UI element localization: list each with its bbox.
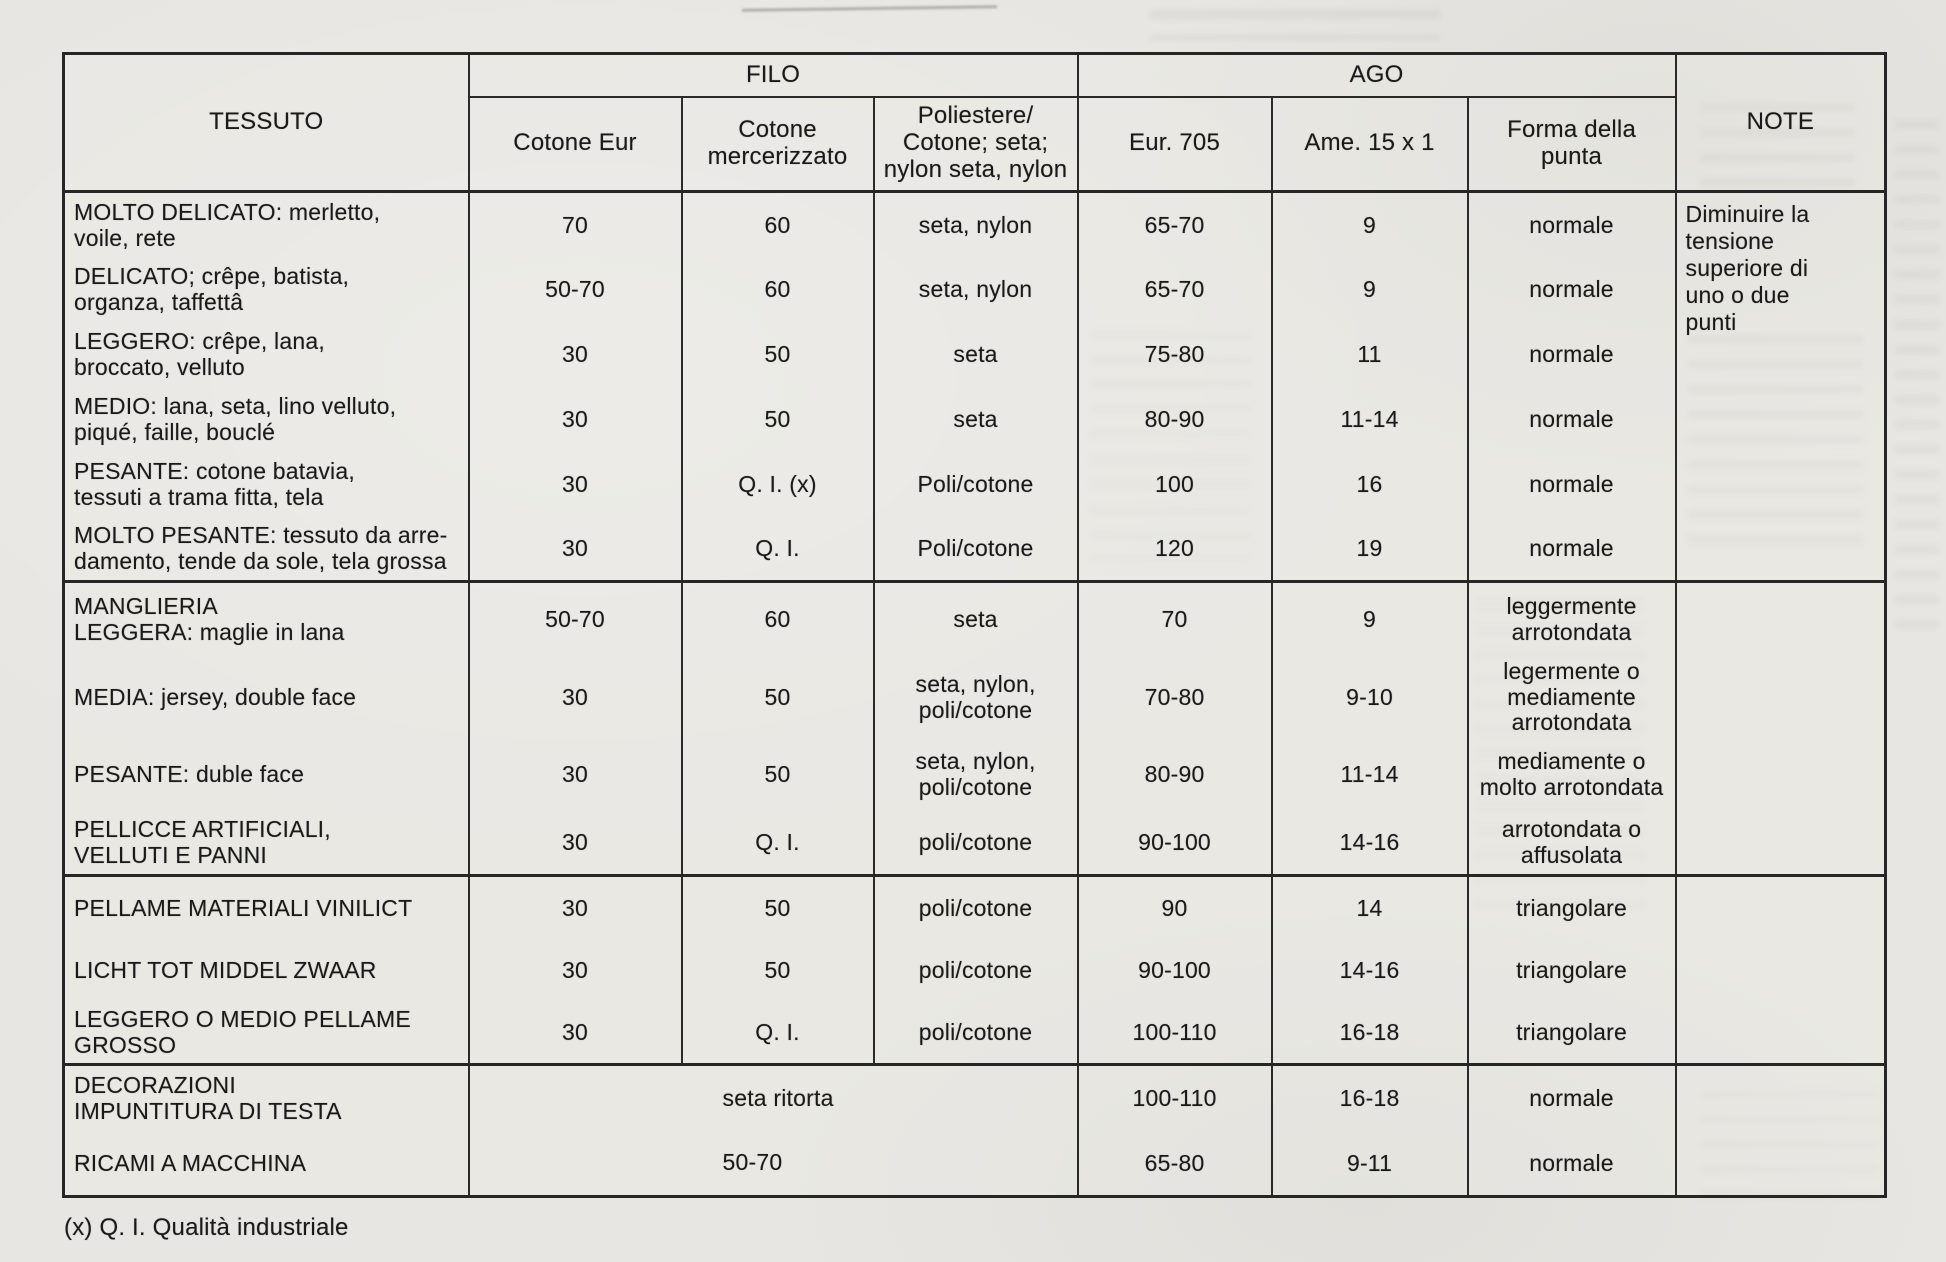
table-section-4	[64, 1065, 1886, 1197]
forma-punta-value: normale	[1468, 1065, 1676, 1131]
header-ago-group: AGO	[1078, 54, 1676, 97]
cotone-eur-value: 30	[469, 876, 682, 939]
forma-punta-value: normale	[1468, 387, 1676, 452]
eur-705-value: 65-80	[1078, 1131, 1272, 1197]
eur-705-value: 120	[1078, 517, 1272, 582]
poliestere-value: Poli/cotone	[874, 452, 1078, 517]
eur-705-value: 70-80	[1078, 656, 1272, 738]
cotone-mercerizzato-value: Q. I. (x)	[682, 452, 874, 517]
forma-punta-value: triangolare	[1468, 876, 1676, 939]
forma-punta-value: normale	[1468, 322, 1676, 387]
table-row	[64, 1002, 1886, 1065]
table-row	[64, 1065, 1886, 1131]
poliestere-value: poli/cotone	[874, 939, 1078, 1002]
note-cell: Diminuire la tensione superiore di uno o due punti	[1676, 192, 1886, 582]
poliestere-value: seta	[874, 582, 1078, 656]
fabric-label: LEGGERO: crêpe, lana, broccato, velluto	[64, 322, 469, 387]
cotone-eur-value: 30	[469, 517, 682, 582]
table-section-2	[64, 582, 1886, 876]
cotone-mercerizzato-value: 50	[682, 939, 874, 1002]
eur-705-value: 80-90	[1078, 738, 1272, 810]
eur-705-value: 65-70	[1078, 257, 1272, 322]
table-section-3	[64, 876, 1886, 1065]
fabric-label: DECORAZIONI IMPUNTITURA DI TESTA	[64, 1065, 469, 1131]
ame-15x1-value: 16-18	[1272, 1002, 1468, 1065]
cotone-eur-value: 30	[469, 1002, 682, 1065]
table-row	[64, 939, 1886, 1002]
table-row	[64, 257, 1886, 322]
table-row	[64, 387, 1886, 452]
cotone-mercerizzato-value: 50	[682, 387, 874, 452]
table-row	[64, 876, 1886, 939]
eur-705-value: 100	[1078, 452, 1272, 517]
scan-artifact	[1895, 120, 1939, 640]
cotone-mercerizzato-value: Q. I.	[682, 810, 874, 876]
header-poliestere: Poliestere/ Cotone; seta; nylon seta, nylon	[874, 97, 1078, 192]
fabric-label: LICHT TOT MIDDEL ZWAAR	[64, 939, 469, 1002]
forma-punta-value: arrotondata o affusolata	[1468, 810, 1676, 876]
fabric-label: PESANTE: duble face	[64, 738, 469, 810]
eur-705-value: 100-110	[1078, 1065, 1272, 1131]
fabric-label: PELLICCE ARTIFICIALI, VELLUTI E PANNI	[64, 810, 469, 876]
table-row	[64, 738, 1886, 810]
filo-merged-value: seta ritorta	[469, 1065, 1078, 1131]
cotone-mercerizzato-value: 60	[682, 582, 874, 656]
footnote: (x) Q. I. Qualità industriale	[64, 1214, 349, 1241]
fabric-label: MOLTO PESANTE: tessuto da arre- damento, tende da sole, tela grossa	[64, 517, 469, 582]
cotone-eur-value: 70	[469, 192, 682, 257]
fabric-label: PESANTE: cotone batavia, tessuti a trama fitta, tela	[64, 452, 469, 517]
cotone-eur-value: 30	[469, 939, 682, 1002]
cotone-eur-value: 30	[469, 656, 682, 738]
table-row	[64, 517, 1886, 582]
note-cell	[1676, 1065, 1886, 1197]
cotone-mercerizzato-value: 50	[682, 656, 874, 738]
cotone-eur-value: 50-70	[469, 582, 682, 656]
ame-15x1-value: 14-16	[1272, 810, 1468, 876]
table-row	[64, 656, 1886, 738]
cotone-eur-value: 30	[469, 452, 682, 517]
ame-15x1-value: 11	[1272, 322, 1468, 387]
eur-705-value: 80-90	[1078, 387, 1272, 452]
forma-punta-value: normale	[1468, 257, 1676, 322]
poliestere-value: poli/cotone	[874, 1002, 1078, 1065]
ame-15x1-value: 16-18	[1272, 1065, 1468, 1131]
fabric-label: MOLTO DELICATO: merletto, voile, rete	[64, 192, 469, 257]
header-note: NOTE	[1676, 54, 1886, 192]
header-filo-group: FILO	[469, 54, 1078, 97]
eur-705-value: 65-70	[1078, 192, 1272, 257]
fabric-label: PELLAME MATERIALI VINILICT	[64, 876, 469, 939]
fabric-label: MEDIO: lana, seta, lino velluto, piqué, faille, bouclé	[64, 387, 469, 452]
table-row	[64, 452, 1886, 517]
eur-705-value: 90-100	[1078, 810, 1272, 876]
poliestere-value: seta, nylon, poli/cotone	[874, 738, 1078, 810]
fabric-label: MEDIA: jersey, double face	[64, 656, 469, 738]
fabric-label: DELICATO; crêpe, batista, organza, taffettâ	[64, 257, 469, 322]
table-row	[64, 1131, 1886, 1197]
eur-705-value: 70	[1078, 582, 1272, 656]
ame-15x1-value: 14-16	[1272, 939, 1468, 1002]
forma-punta-value: normale	[1468, 192, 1676, 257]
filo-merged-value: 50-70	[469, 1131, 1078, 1197]
poliestere-value: Poli/cotone	[874, 517, 1078, 582]
cotone-mercerizzato-value: 50	[682, 876, 874, 939]
cotone-eur-value: 30	[469, 810, 682, 876]
eur-705-value: 75-80	[1078, 322, 1272, 387]
cotone-mercerizzato-value: 60	[682, 257, 874, 322]
forma-punta-value: normale	[1468, 1131, 1676, 1197]
ame-15x1-value: 16	[1272, 452, 1468, 517]
poliestere-value: seta, nylon	[874, 192, 1078, 257]
header-cotone-eur: Cotone Eur	[469, 97, 682, 192]
header-eur-705: Eur. 705	[1078, 97, 1272, 192]
header-cotone-mercerizzato: Cotone mercerizzato	[682, 97, 874, 192]
cotone-eur-value: 30	[469, 387, 682, 452]
ame-15x1-value: 14	[1272, 876, 1468, 939]
cotone-mercerizzato-value: 50	[682, 738, 874, 810]
forma-punta-value: leggermente arrotondata	[1468, 582, 1676, 656]
cotone-mercerizzato-value: 60	[682, 192, 874, 257]
ame-15x1-value: 11-14	[1272, 738, 1468, 810]
table-row	[64, 192, 1886, 257]
cotone-eur-value: 30	[469, 322, 682, 387]
ame-15x1-value: 9-10	[1272, 656, 1468, 738]
ame-15x1-value: 19	[1272, 517, 1468, 582]
cotone-mercerizzato-value: Q. I.	[682, 517, 874, 582]
fabric-label: MANGLIERIA LEGGERA: maglie in lana	[64, 582, 469, 656]
cotone-mercerizzato-value: 50	[682, 322, 874, 387]
poliestere-value: seta, nylon, poli/cotone	[874, 656, 1078, 738]
table-row	[64, 322, 1886, 387]
poliestere-value: poli/cotone	[874, 876, 1078, 939]
forma-punta-value: triangolare	[1468, 1002, 1676, 1065]
ame-15x1-value: 9-11	[1272, 1131, 1468, 1197]
fabric-label: LEGGERO O MEDIO PELLAME GROSSO	[64, 1002, 469, 1065]
fabric-label: RICAMI A MACCHINA	[64, 1131, 469, 1197]
forma-punta-value: legermente o mediamente arrotondata	[1468, 656, 1676, 738]
poliestere-value: seta	[874, 322, 1078, 387]
note-cell	[1676, 876, 1886, 1065]
header-forma-della-punta: Forma della punta	[1468, 97, 1676, 192]
eur-705-value: 100-110	[1078, 1002, 1272, 1065]
ame-15x1-value: 11-14	[1272, 387, 1468, 452]
poliestere-value: seta, nylon	[874, 257, 1078, 322]
cotone-mercerizzato-value: Q. I.	[682, 1002, 874, 1065]
fabric-thread-needle-table	[62, 52, 1887, 1198]
table-row	[64, 582, 1886, 656]
eur-705-value: 90-100	[1078, 939, 1272, 1002]
table-row	[64, 810, 1886, 876]
ame-15x1-value: 9	[1272, 192, 1468, 257]
ame-15x1-value: 9	[1272, 582, 1468, 656]
table-section-1	[64, 192, 1886, 582]
forma-punta-value: triangolare	[1468, 939, 1676, 1002]
cotone-eur-value: 50-70	[469, 257, 682, 322]
header-tessuto: TESSUTO	[64, 54, 469, 192]
forma-punta-value: normale	[1468, 517, 1676, 582]
eur-705-value: 90	[1078, 876, 1272, 939]
scan-artifact	[1150, 10, 1440, 40]
note-cell	[1676, 582, 1886, 876]
scan-artifact	[742, 5, 997, 12]
header-ame-15x1: Ame. 15 x 1	[1272, 97, 1468, 192]
forma-punta-value: mediamente o molto arrotondata	[1468, 738, 1676, 810]
forma-punta-value: normale	[1468, 452, 1676, 517]
poliestere-value: seta	[874, 387, 1078, 452]
ame-15x1-value: 9	[1272, 257, 1468, 322]
cotone-eur-value: 30	[469, 738, 682, 810]
poliestere-value: poli/cotone	[874, 810, 1078, 876]
